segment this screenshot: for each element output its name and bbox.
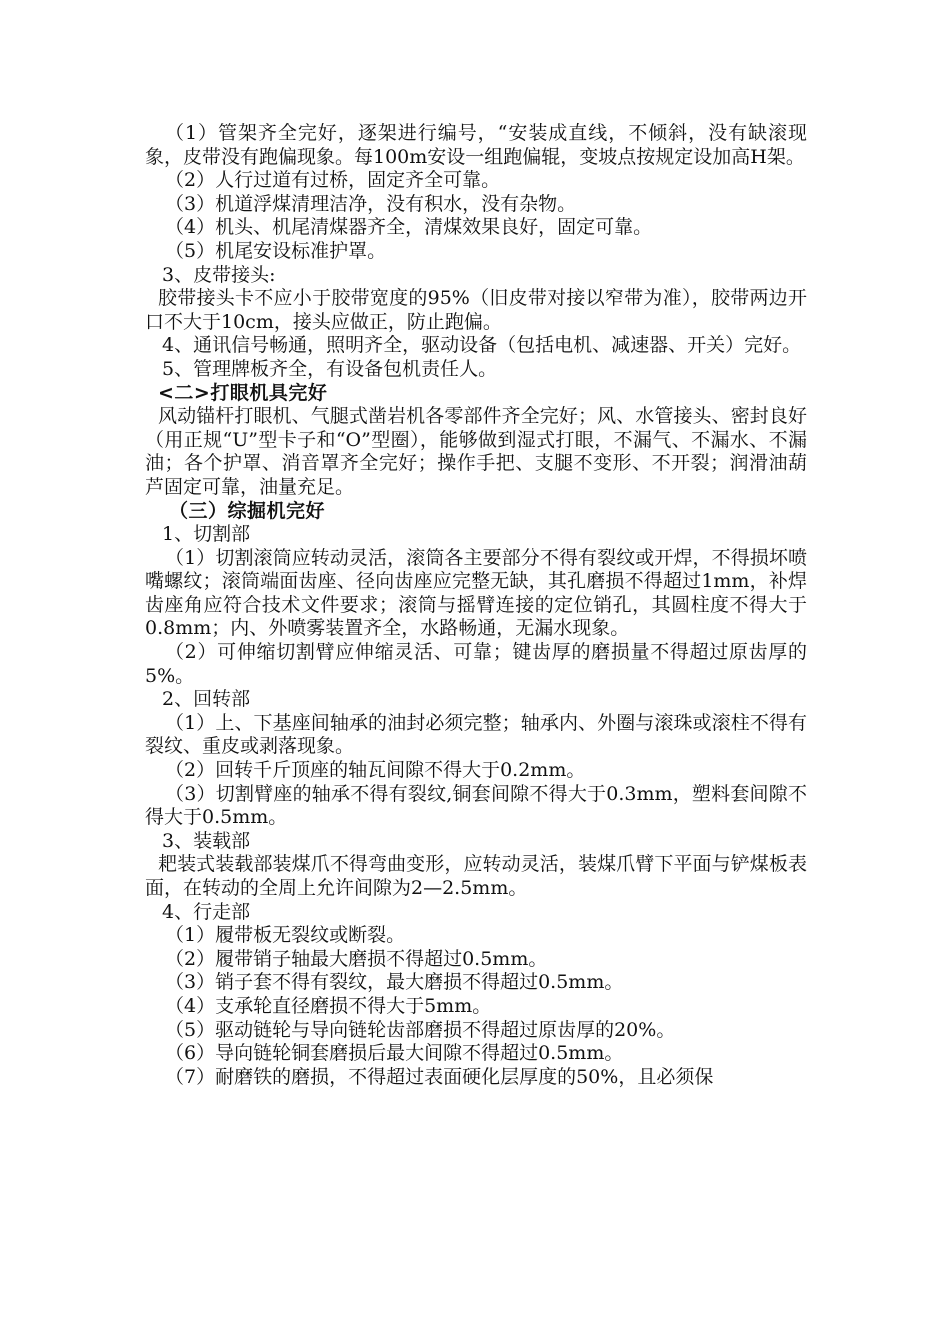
paragraph-27: （5）驱动链轮与导向链轮齿部磨损不得超过原齿厚的20%。 bbox=[165, 1018, 676, 1041]
paragraph-5: （5）机尾安设标准护罩。 bbox=[165, 239, 387, 262]
paragraph-8: 4、通讯信号畅通，照明齐全，驱动设备（包括电机、减速器、开关）完好。 bbox=[162, 334, 802, 357]
paragraph-11: 风动锚杆打眼机、气腿式凿岩机各零部件齐全完好；风、水管接头、密封良好（用正规“U”型卡子和“O”型圈），能够做到湿式打眼，不漏气、不漏水、不漏油；各个护罩、消音罩齐全完好；操作手把、支腿不变形、不开裂；润滑油葫芦固定可靠，油量充足。 bbox=[145, 405, 807, 498]
paragraph-2: （2）人行过道有过桥，固定齐全可靠。 bbox=[165, 169, 501, 192]
paragraph-9: 5、管理牌板齐全，有设备包机责任人。 bbox=[162, 357, 498, 380]
section-heading-2: <二>打眼机具完好 bbox=[158, 381, 328, 404]
paragraph-21: 耙装式装载部装煤爪不得弯曲变形，应转动灵活，装煤爪臂下平面与铲煤板表面，在转动的全周上允许间隙为2—2.5mm。 bbox=[145, 853, 807, 899]
paragraph-29: （7）耐磨铁的磨损，不得超过表面硬化层厚度的50%，且必须保 bbox=[165, 1065, 714, 1088]
paragraph-13: 1、切割部 bbox=[162, 523, 251, 546]
section-heading-3: （三）综掘机完好 bbox=[169, 499, 326, 522]
paragraph-14: （1）切割滚筒应转动灵活，滚筒各主要部分不得有裂纹或开焊，不得损坏喷嘴螺纹；滚筒端面齿座、径向齿座应完整无缺，其孔磨损不得超过1mm，补焊齿座角应符合技术文件要求；滚筒与摇臂连接的定位销孔，其圆柱度不得大于0.8mm；内、外喷雾装置齐全，水路畅通，无漏水现象。 bbox=[145, 546, 807, 640]
paragraph-22: 4、行走部 bbox=[162, 900, 251, 923]
paragraph-28: （6）导向链轮铜套磨损后最大间隙不得超过0.5mm。 bbox=[165, 1042, 624, 1065]
paragraph-19: （3）切割臂座的轴承不得有裂纹,铜套间隙不得大于0.3mm，塑料套间隙不得大于0.5mm。 bbox=[145, 782, 807, 829]
paragraph-26: （4）支承轮直径磨损不得大于5mm。 bbox=[165, 994, 492, 1017]
paragraph-16: 2、回转部 bbox=[162, 688, 251, 711]
paragraph-25: （3）销子套不得有裂纹，最大磨损不得超过0.5mm。 bbox=[165, 971, 624, 994]
paragraph-7: 胶带接头卡不应小于胶带宽度的95%（旧皮带对接以窄带为准），胶带两边开口不大于10cm，接头应做正，防止跑偏。 bbox=[145, 287, 807, 333]
paragraph-17: （1）上、下基座间轴承的油封必须完整；轴承内、外圈与滚珠或滚柱不得有裂纹、重皮或剥落现象。 bbox=[145, 711, 807, 758]
paragraph-4: （4）机头、机尾清煤器齐全，清煤效果良好，固定可靠。 bbox=[165, 216, 653, 239]
paragraph-24: （2）履带销子轴最大磨损不得超过0.5mm。 bbox=[165, 947, 548, 970]
paragraph-1: （1）管架齐全完好，逐架进行编号，“安装成直线，不倾斜，没有缺滚现象，皮带没有跑偏现象。每100m安设一组跑偏辊，变坡点按规定设加高H架。 bbox=[145, 122, 807, 168]
paragraph-20: 3、装载部 bbox=[162, 829, 251, 852]
document-body bbox=[145, 122, 807, 1089]
paragraph-18: （2）回转千斤顶座的轴瓦间隙不得大于0.2mm。 bbox=[165, 759, 586, 782]
paragraph-6: 3、皮带接头: bbox=[162, 263, 276, 286]
paragraph-15: （2）可伸缩切割臂应伸缩灵活、可靠；键齿厚的磨损量不得超过原齿厚的5%。 bbox=[145, 641, 807, 687]
paragraph-23: （1）履带板无裂纹或断裂。 bbox=[165, 924, 406, 947]
paragraph-3: （3）机道浮煤清理洁净，没有积水，没有杂物。 bbox=[165, 192, 577, 215]
